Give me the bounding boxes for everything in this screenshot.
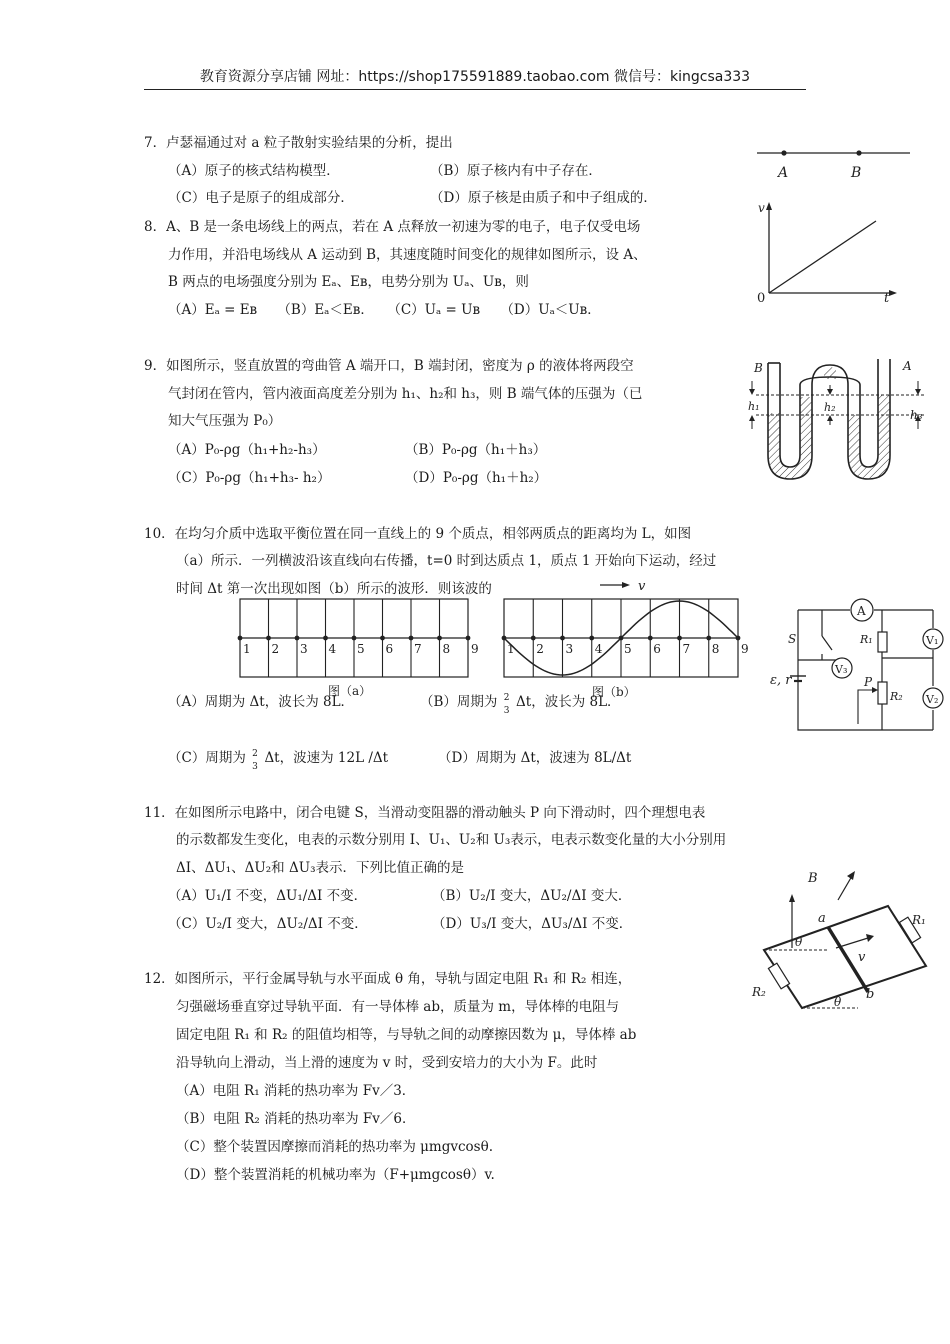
q7-option-a: （A）原子的核式结构模型． <box>168 163 340 179</box>
figure-b-particle <box>706 636 711 641</box>
q8-options: （A）Eₐ = Eʙ （B）Eₐ＜Eʙ． （C）Uₐ = Uʙ （D）Uₐ＜Uʙ． <box>168 302 601 318</box>
q11-line-3: ΔI、ΔU₁、ΔU₂和 ΔU₃表示．下列比值正确的是 <box>176 860 464 876</box>
q9-option-b: （B）P₀-ρg（h₁＋h₃） <box>405 442 547 458</box>
figure-a-particle <box>437 636 442 641</box>
q12-option-a: （A）电阻 R₁ 消耗的热功率为 Fv／3． <box>176 1083 416 1099</box>
fraction-denominator: 3 <box>252 761 258 772</box>
wave-figure-a <box>238 597 488 702</box>
q10-option-c-suffix: Δt，波速为 12L /Δt <box>264 750 389 766</box>
q8-line-3: B 两点的电场强度分别为 Eₐ、Eʙ，电势分别为 Uₐ、Uʙ，则 <box>168 274 529 290</box>
q10-line-1: 10．在均匀介质中选取平衡位置在同一直线上的 9 个质点，相邻两质点的距离均为 L，如图 <box>144 526 692 542</box>
q9-line-3: 知大气压强为 P₀） <box>168 413 282 429</box>
q9-option-c: （C）P₀-ρg（h₁+h₃- h₂） <box>168 470 331 486</box>
u-tube-figure <box>738 355 938 485</box>
q7-option-c: （C）电子是原子的组成部分． <box>168 190 354 206</box>
figure-b-particle <box>589 636 594 641</box>
q11-line-1: 11．在如图所示电路中，闭合电键 S，当滑动变阻器的滑动触头 P 向下滑动时，四个理想电表 <box>144 805 706 821</box>
q11-option-a: （A）U₁/I 不变，ΔU₁/ΔI 不变． <box>168 888 368 904</box>
q7-stem: 7．卢瑟福通过对 a 粒子散射实验结果的分析，提出 <box>144 135 453 151</box>
emf-label: ε, r <box>770 673 792 688</box>
fraction-two-thirds <box>250 748 260 772</box>
q10-option-d: （D）周期为 Δt，波速为 8L/Δt <box>438 750 632 766</box>
q10-line-3: 时间 Δt 第一次出现如图（b）所示的波形．则该波的 <box>176 581 492 597</box>
origin-label: 0 <box>757 291 766 306</box>
rod-end-a-label: a <box>818 911 826 926</box>
q12-option-d: （D）整个装置消耗的机械功率为（F+μmgcosθ）v. <box>176 1167 495 1183</box>
wave-figure-b <box>502 578 752 702</box>
field-line-figure <box>752 140 917 185</box>
q10-option-b-prefix: （B）周期为 <box>420 694 498 710</box>
wave-velocity-label: v <box>638 579 646 594</box>
q9-line-1: 9．如图所示，竖直放置的弯曲管 A 端开口，B 端封闭，密度为 ρ 的液体将两段空 <box>144 358 634 374</box>
figure-b-particle <box>531 636 536 641</box>
figure-a-particle <box>323 636 328 641</box>
velocity-label: v <box>858 950 866 965</box>
circuit-figure <box>768 598 943 738</box>
q12-line-4: 沿导轨向上滑动，当上滑的速度为 v 时，受到安培力的大小为 F。此时 <box>176 1055 598 1071</box>
figure-a-particle-label: 9 <box>471 642 479 656</box>
q10-option-c <box>168 748 389 772</box>
figure-b-particle-label: 7 <box>682 642 691 656</box>
axis-t-label: t <box>884 291 890 306</box>
slider-p-label: P <box>864 675 873 689</box>
q11-line-2: 的示数都发生变化，电表的示数分别用 I、U₁、U₂和 U₃表示，电表示数变化量的大小分别用 <box>176 832 727 848</box>
figure-a-particle-label: 2 <box>271 642 280 656</box>
h1-label: h₁ <box>748 400 760 413</box>
h2-label: h₂ <box>824 401 836 414</box>
figure-a-particle-label: 3 <box>300 642 308 656</box>
figure-a-particle-label: 1 <box>243 642 251 656</box>
switch-s-label: S <box>788 632 797 646</box>
q10-option-b <box>420 692 621 716</box>
velocity-time-graph <box>752 198 902 308</box>
figure-a-particle <box>266 636 271 641</box>
figure-b-particle <box>648 636 653 641</box>
figure-a-particle-label: 4 <box>328 642 337 656</box>
q9-option-a: （A）P₀-ρg（h₁+h₂-h₃） <box>168 442 326 458</box>
u-tube-b-label: B <box>754 361 763 375</box>
figure-b-particle <box>736 636 741 641</box>
figure-b-particle <box>502 636 507 641</box>
figure-b-particle <box>677 636 682 641</box>
fraction-two-thirds <box>502 692 512 716</box>
q9-line-2: 气封闭在管内，管内液面高度差分别为 h₁、h₂和 h₃，则 B 端气体的压强为（已 <box>168 386 643 402</box>
figure-b-particle-label: 1 <box>507 642 515 656</box>
v2-label: V₂ <box>926 693 939 706</box>
figure-b-particle-label: 5 <box>624 642 632 656</box>
theta-label-lower: θ <box>834 995 842 1009</box>
figure-a-particle-label: 7 <box>414 642 422 656</box>
fraction-numerator: 2 <box>503 692 510 703</box>
b-field-label: B <box>808 871 818 886</box>
figure-a-particle-label: 8 <box>442 642 451 656</box>
figure-b-particle-label: 4 <box>594 642 603 656</box>
v1-label: V₁ <box>926 634 939 647</box>
figure-a-particle <box>238 636 243 641</box>
figure-b-particle-label: 3 <box>565 642 574 656</box>
point-a-label: A <box>778 165 789 181</box>
q8-line-1: 8．A、B 是一条电场线上的两点，若在 A 点释放一初速为零的电子，电子仅受电场 <box>144 219 641 235</box>
figure-a-particle <box>380 636 385 641</box>
ammeter-label: A <box>857 604 866 618</box>
r2-label: R₂ <box>890 690 903 703</box>
figure-a-particle-label: 5 <box>357 642 365 656</box>
q10-option-b-suffix: Δt，波长为 8L． <box>516 694 621 710</box>
q12-option-c: （C）整个装置因摩擦而消耗的热功率为 μmgvcosθ. <box>176 1139 493 1155</box>
r1-label: R₁ <box>860 633 873 646</box>
header-divider <box>144 89 806 90</box>
figure-a-particle <box>352 636 357 641</box>
figure-a-particle <box>466 636 471 641</box>
figure-b-particle-label: 2 <box>536 642 544 656</box>
page-header: 教育资源分享店铺 网址：https://shop175591889.taobao.com 微信号：kingcsa333 <box>199 69 751 85</box>
figure-b-particle <box>619 636 624 641</box>
point-b-label: B <box>851 165 862 181</box>
q12-line-3: 固定电阻 R₁ 和 R₂ 的阻值均相等，与导轨之间的动摩擦因数为 μ，导体棒 ab <box>176 1027 637 1043</box>
q12-option-b: （B）电阻 R₂ 消耗的热功率为 Fv／6． <box>176 1111 416 1127</box>
figure-b-caption: 图（b） <box>592 685 636 699</box>
q12-line-2: 匀强磁场垂直穿过导轨平面．有一导体棒 ab，质量为 m，导体棒的电阻与 <box>176 999 620 1015</box>
figure-b-particle-label: 6 <box>653 642 661 656</box>
figure-a-particle <box>409 636 414 641</box>
r1-resistor-label: R₁ <box>912 913 926 927</box>
figure-a-caption: 图（a） <box>328 684 372 698</box>
rod-end-b-label: b <box>866 987 875 1002</box>
inclined-rails-figure <box>748 866 938 1016</box>
fraction-denominator: 3 <box>503 705 510 716</box>
q10-option-a: （A）周期为 Δt，波长为 8L． <box>168 694 355 710</box>
q11-option-d: （D）U₃/I 变大，ΔU₃/ΔI 不变． <box>432 916 633 932</box>
velocity-line <box>769 221 876 293</box>
figure-a-particle <box>295 636 300 641</box>
q7-option-b: （B）原子核内有中子存在． <box>430 163 602 179</box>
theta-label-upper: θ <box>795 935 803 949</box>
r2-resistor-label: R₂ <box>752 985 766 999</box>
figure-b-particle <box>560 636 565 641</box>
figure-b-particle-label: 9 <box>741 642 749 656</box>
q9-option-d: （D）P₀-ρg（h₁＋h₂） <box>405 470 548 486</box>
axis-v-label: v <box>758 201 765 215</box>
fraction-numerator: 2 <box>252 748 258 759</box>
q11-option-b: （B）U₂/I 变大，ΔU₂/ΔI 变大． <box>432 888 632 904</box>
figure-b-particle-label: 8 <box>711 642 720 656</box>
u-tube-a-label: A <box>903 359 912 373</box>
q12-line-1: 12．如图所示，平行金属导轨与水平面成 θ 角，导轨与固定电阻 R₁ 和 R₂ 相连， <box>144 971 632 987</box>
v3-label: V₃ <box>835 663 848 676</box>
q7-option-d: （D）原子核是由质子和中子组成的． <box>430 190 657 206</box>
h3-label: h₃ <box>910 408 923 422</box>
q8-line-2: 力作用，并沿电场线从 A 运动到 B，其速度随时间变化的规律如图所示，设 A、 <box>168 247 647 263</box>
q11-option-c: （C）U₂/I 变大，ΔU₂/ΔI 不变． <box>168 916 368 932</box>
figure-a-particle-label: 6 <box>385 642 394 656</box>
q10-option-c-prefix: （C）周期为 <box>168 750 246 766</box>
q10-line-2: （a）所示．一列横波沿该直线向右传播，t=0 时到达质点 1，质点 1 开始向下运动，经过 <box>176 553 717 569</box>
